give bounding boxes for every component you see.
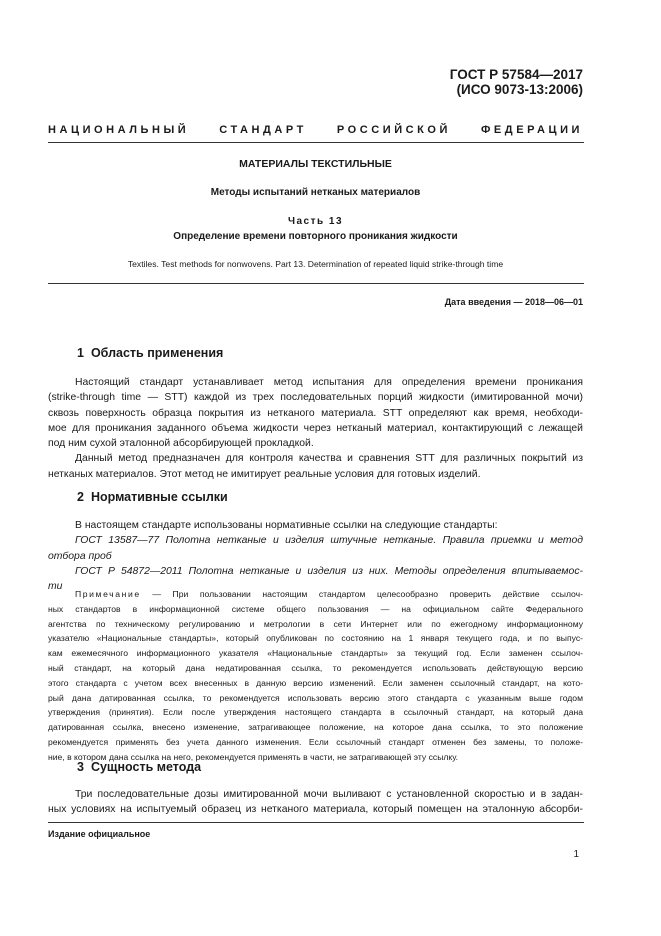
section-number: 3: [77, 760, 84, 774]
section-number: 2: [77, 490, 84, 504]
header-rule: [48, 142, 584, 143]
iso-code: (ИСО 9073-13:2006): [456, 82, 583, 97]
text-line: сквозь поверхность образца покрытия из нетканого материала. STT определяют как время, необходи-: [48, 407, 583, 419]
text-line: мое для проникания заданного объема жидкости через нетканый материал, контактирующий с лежащей: [48, 422, 583, 434]
reference-line: ти: [48, 581, 63, 593]
note-line: датированная ссылка, внесено изменение, затрагивающее положение, на которое дана ссылка, то это положение: [48, 722, 583, 733]
footer-rule: [48, 822, 584, 823]
reference-line: ГОСТ 13587—77 Полотна нетканые и изделия штучные нетканые. Правила приемки и метод: [75, 535, 583, 547]
text-line: под ним сухой эталонной абсорбирующей прокладкой.: [48, 438, 314, 450]
banner-word: РОССИЙСКОЙ: [336, 124, 451, 136]
section-1-heading: [77, 346, 223, 360]
note-label: Примечание: [75, 589, 141, 599]
english-title: Textiles. Test methods for nonwovens. Part 13. Determination of repeated liquid strike-through time: [127, 259, 504, 269]
section-title: Нормативные ссылки: [90, 490, 228, 504]
reference-line: отбора проб: [48, 550, 112, 562]
section-1-paragraph-1: [48, 375, 583, 482]
introduction-date: Дата введения — 2018—06—01: [444, 297, 583, 307]
note-line: указателю «Национальные стандарты», который опубликован по состоянию на 1 января текущего года, и по выпус-: [48, 633, 583, 644]
page-number: 1: [573, 849, 579, 860]
note-block: [48, 587, 583, 765]
title-rule: [48, 283, 584, 284]
note-line: ный стандарт, на который дана недатированная ссылка, то рекомендуется использовать действующую версию: [48, 662, 583, 673]
note-line: рый дана датированная ссылка, то рекомендуется использовать версию этого стандарта с указанным выше годом: [48, 692, 583, 703]
text-line: ных условиях на испытуемый образец из нетканого материала, который помещен на эталонную абсорби-: [48, 804, 583, 816]
text-line: В настоящем стандарте использованы нормативные ссылки на следующие стандарты:: [75, 520, 498, 531]
part-title: Определение времени повторного проникания жидкости: [173, 231, 458, 242]
section-2-heading: [77, 490, 228, 504]
banner-word: ФЕДЕРАЦИИ: [480, 124, 583, 136]
national-standard-banner: [48, 124, 583, 136]
note-text: — При пользовании настоящим стандартом целесообразно проверить действие ссылоч-: [140, 589, 583, 599]
banner-word: НАЦИОНАЛЬНЫЙ: [48, 124, 190, 136]
section-number: 1: [77, 346, 84, 360]
note-line: ных стандартов в информационной системе общего пользования — на официальном сайте Федерального: [48, 603, 583, 614]
section-title: Сущность метода: [90, 760, 202, 774]
section-3-heading: [77, 760, 201, 774]
text-line: нетканых материалов. Этот метод не имитирует реальные условия для готовых изделий.: [48, 468, 481, 480]
standard-code: ГОСТ Р 57584—2017: [449, 67, 583, 82]
section-2-references: [48, 518, 583, 594]
text-line: Данный метод предназначен для контроля качества и сравнения STT для различных покрытий из: [75, 453, 583, 465]
section-3-paragraph-1: [48, 787, 583, 818]
note-line: ние, в котором дана ссылка на него, рекомендуется применять в части, не затрагивающей эту ссылку.: [48, 751, 459, 762]
text-line: (strike-through time — STT) каждой из трех последовательных порций жидкости (имитированной мочи): [48, 392, 583, 404]
note-line: кам ежемесячного информационного указателя «Национальные стандарты» за текущий год. Если заменен ссылоч-: [48, 648, 583, 659]
text-line: Настоящий стандарт устанавливает метод испытания для определения времени проникания: [75, 377, 583, 388]
banner-word: СТАНДАРТ: [219, 124, 307, 136]
part-label: Часть 13: [287, 216, 344, 227]
note-line: агентства по техническому регулированию и метрологии в сети Интернет или по ежегодному информационному: [48, 618, 583, 629]
note-line: утверждения (принятия). Если после утверждения настоящего стандарта в ссылочный стандарт, на который дана: [48, 707, 583, 718]
text-line: Три последовательные дозы имитированной мочи выливают с установленной скоростью и в задан-: [75, 789, 583, 800]
official-edition-label: Издание официальное: [48, 829, 151, 839]
reference-line: ГОСТ Р 54872—2011 Полотна нетканые и изделия из них. Методы определения впитываемос-: [75, 565, 583, 577]
document-subtitle: Методы испытаний нетканых материалов: [210, 187, 421, 198]
note-line: этого стандарта с учетом всех внесенных в данную версию изменений. Если заменен ссылочный стандарт, на кото-: [48, 677, 583, 688]
note-first-line: [48, 587, 583, 602]
section-title: Область применения: [90, 346, 224, 360]
note-line: рекомендуется применять без учета данного изменения. Если ссылочный стандарт отменен без замены, то положе-: [48, 736, 583, 747]
document-title: МАТЕРИАЛЫ ТЕКСТИЛЬНЫЕ: [239, 158, 392, 170]
